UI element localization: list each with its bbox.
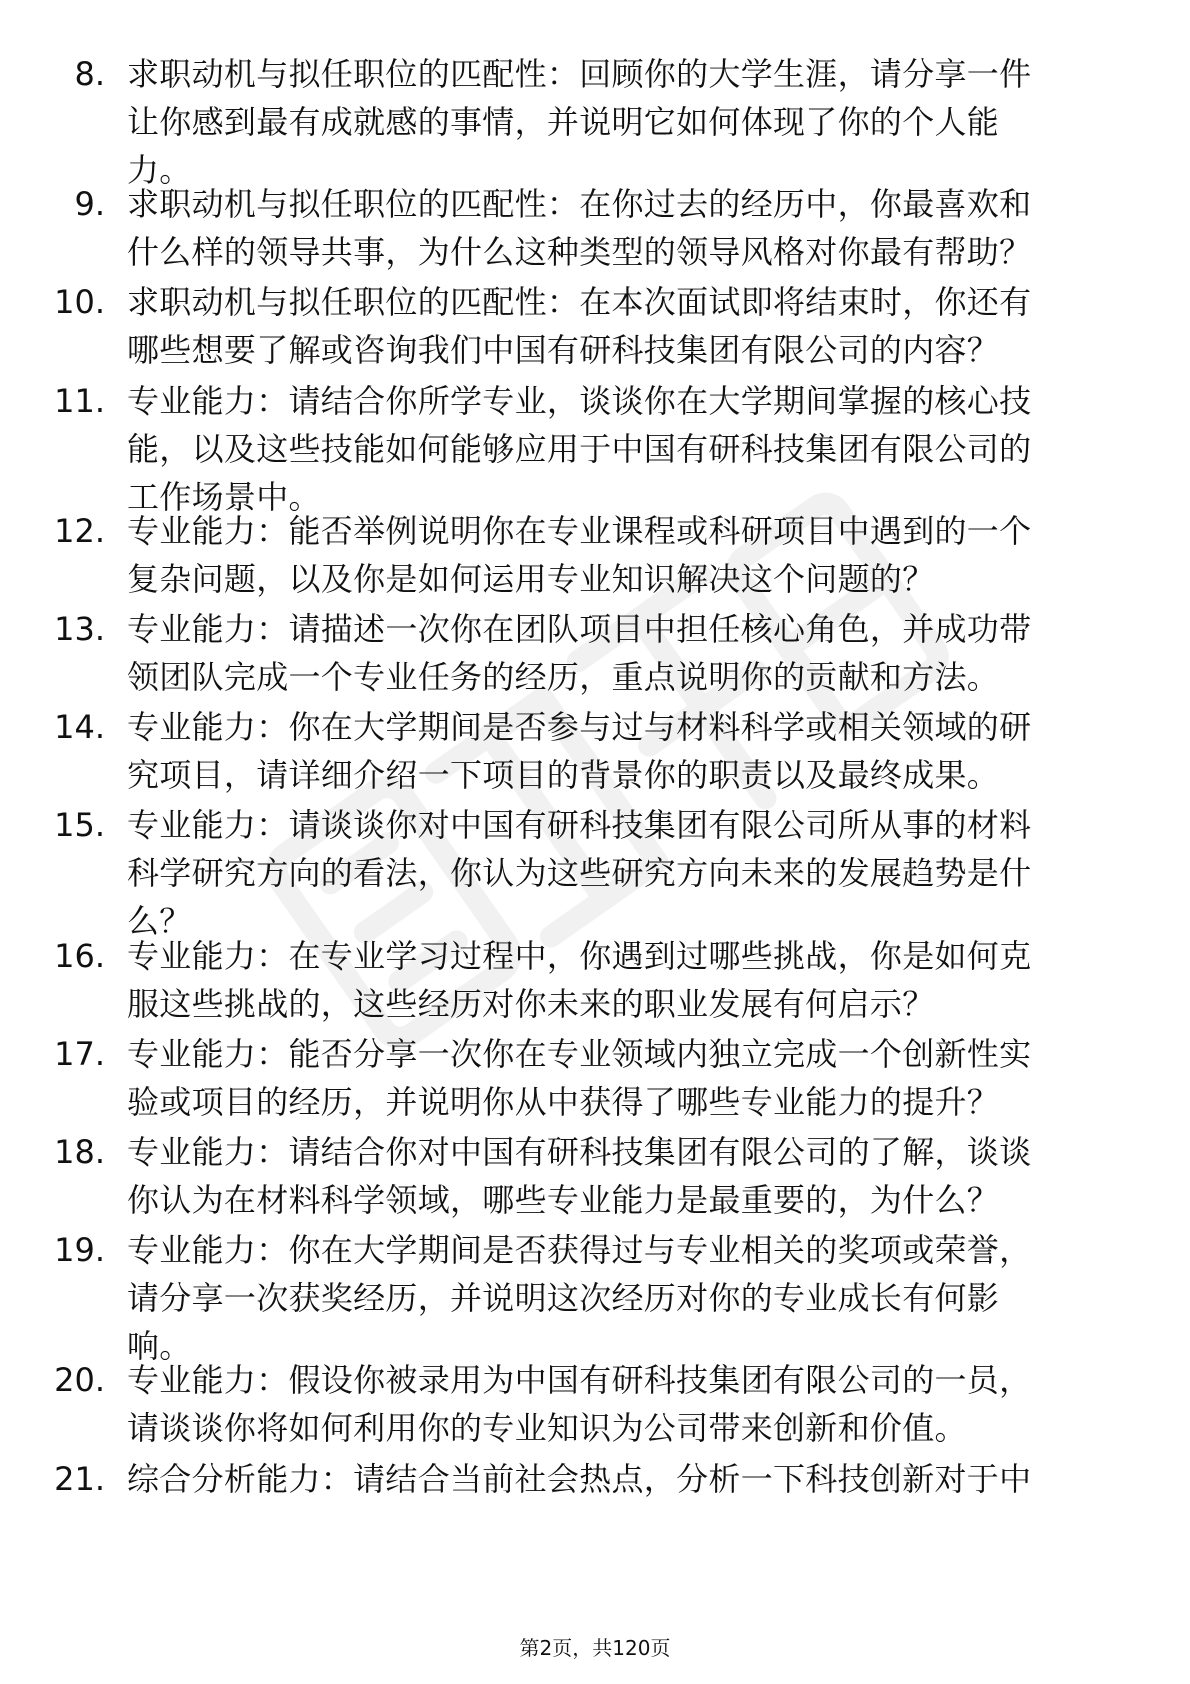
question-text	[127, 1128, 1127, 1224]
question-number: 10.	[54, 283, 105, 321]
question-text-line: 复杂问题，以及你是如何运用专业知识解决这个问题的？	[127, 560, 935, 598]
question-number: 12.	[54, 512, 105, 550]
question-text-line: 求职动机与拟任职位的匹配性：在本次面试即将结束时，你还有	[127, 283, 1032, 321]
question-text	[127, 932, 1127, 1028]
question-text-line: 力。	[127, 151, 192, 189]
question-number: 21.	[54, 1460, 105, 1498]
question-number: 9.	[74, 185, 105, 223]
question-number: 20.	[54, 1361, 105, 1399]
question-text-line: 专业能力：请描述一次你在团队项目中担任核心角色，并成功带	[127, 610, 1032, 648]
question-text-line: 服这些挑战的，这些经历对你未来的职业发展有何启示？	[127, 985, 935, 1023]
question-text-line: 请谈谈你将如何利用你的专业知识为公司带来创新和价值。	[127, 1409, 967, 1447]
question-text-line: 哪些想要了解或咨询我们中国有研科技集团有限公司的内容？	[127, 331, 1000, 369]
question-text-line: 么？	[127, 902, 192, 940]
question-text-line: 专业能力：请结合你所学专业，谈谈你在大学期间掌握的核心技	[127, 382, 1032, 420]
question-text	[127, 605, 1127, 701]
question-text	[127, 703, 1127, 799]
question-text-line: 能，以及这些技能如何能够应用于中国有研科技集团有限公司的	[127, 430, 1032, 468]
question-text-line: 工作场景中。	[127, 478, 321, 516]
question-number: 19.	[54, 1231, 105, 1269]
question-text-line: 专业能力：请谈谈你对中国有研科技集团有限公司所从事的材料	[127, 806, 1032, 844]
question-text-line: 你认为在材料科学领域，哪些专业能力是最重要的，为什么？	[127, 1181, 1000, 1219]
question-number: 16.	[54, 937, 105, 975]
question-number: 8.	[74, 55, 105, 93]
question-text	[127, 801, 1127, 945]
question-text	[127, 50, 1127, 194]
question-number: 14.	[54, 708, 105, 746]
question-text-line: 专业能力：在专业学习过程中，你遇到过哪些挑战，你是如何克	[127, 937, 1032, 975]
question-number: 15.	[54, 806, 105, 844]
question-text-line: 专业能力：能否分享一次你在专业领域内独立完成一个创新性实	[127, 1035, 1032, 1073]
question-text-line: 专业能力：请结合你对中国有研科技集团有限公司的了解，谈谈	[127, 1133, 1032, 1171]
question-text	[127, 278, 1127, 374]
question-text-line: 科学研究方向的看法，你认为这些研究方向未来的发展趋势是什	[127, 854, 1032, 892]
question-text	[127, 1030, 1127, 1126]
question-text-line: 让你感到最有成就感的事情，并说明它如何体现了你的个人能	[127, 103, 1000, 141]
question-text-line: 求职动机与拟任职位的匹配性：在你过去的经历中，你最喜欢和	[127, 185, 1032, 223]
question-text-line: 什么样的领导共事，为什么这种类型的领导风格对你最有帮助？	[127, 233, 1032, 271]
question-text-line: 专业能力：你在大学期间是否参与过与材料科学或相关领域的研	[127, 708, 1032, 746]
question-text	[127, 507, 1127, 603]
question-text	[127, 377, 1127, 521]
question-text	[127, 1356, 1127, 1452]
question-text-line: 请分享一次获奖经历，并说明这次经历对你的专业成长有何影	[127, 1279, 1000, 1317]
question-text-line: 专业能力：假设你被录用为中国有研科技集团有限公司的一员，	[127, 1361, 1032, 1399]
question-text-line: 究项目，请详细介绍一下项目的背景你的职责以及最终成果。	[127, 756, 1000, 794]
question-text-line: 综合分析能力：请结合当前社会热点，分析一下科技创新对于中	[127, 1460, 1032, 1498]
question-number: 17.	[54, 1035, 105, 1073]
question-number: 18.	[54, 1133, 105, 1171]
question-text	[127, 180, 1127, 276]
question-text-line: 领团队完成一个专业任务的经历，重点说明你的贡献和方法。	[127, 658, 1000, 696]
question-text-line: 专业能力：你在大学期间是否获得过与专业相关的奖项或荣誉，	[127, 1231, 1032, 1269]
question-text-line: 响。	[127, 1327, 192, 1365]
question-text-line: 专业能力：能否举例说明你在专业课程或科研项目中遇到的一个	[127, 512, 1032, 550]
question-text	[127, 1226, 1127, 1370]
question-text-line: 验或项目的经历，并说明你从中获得了哪些专业能力的提升？	[127, 1083, 1000, 1121]
question-number: 11.	[54, 382, 105, 420]
page-indicator: 第2页，共120页	[519, 1636, 671, 1660]
question-number: 13.	[54, 610, 105, 648]
question-text	[127, 1455, 1127, 1503]
question-text-line: 求职动机与拟任职位的匹配性：回顾你的大学生涯，请分享一件	[127, 55, 1032, 93]
